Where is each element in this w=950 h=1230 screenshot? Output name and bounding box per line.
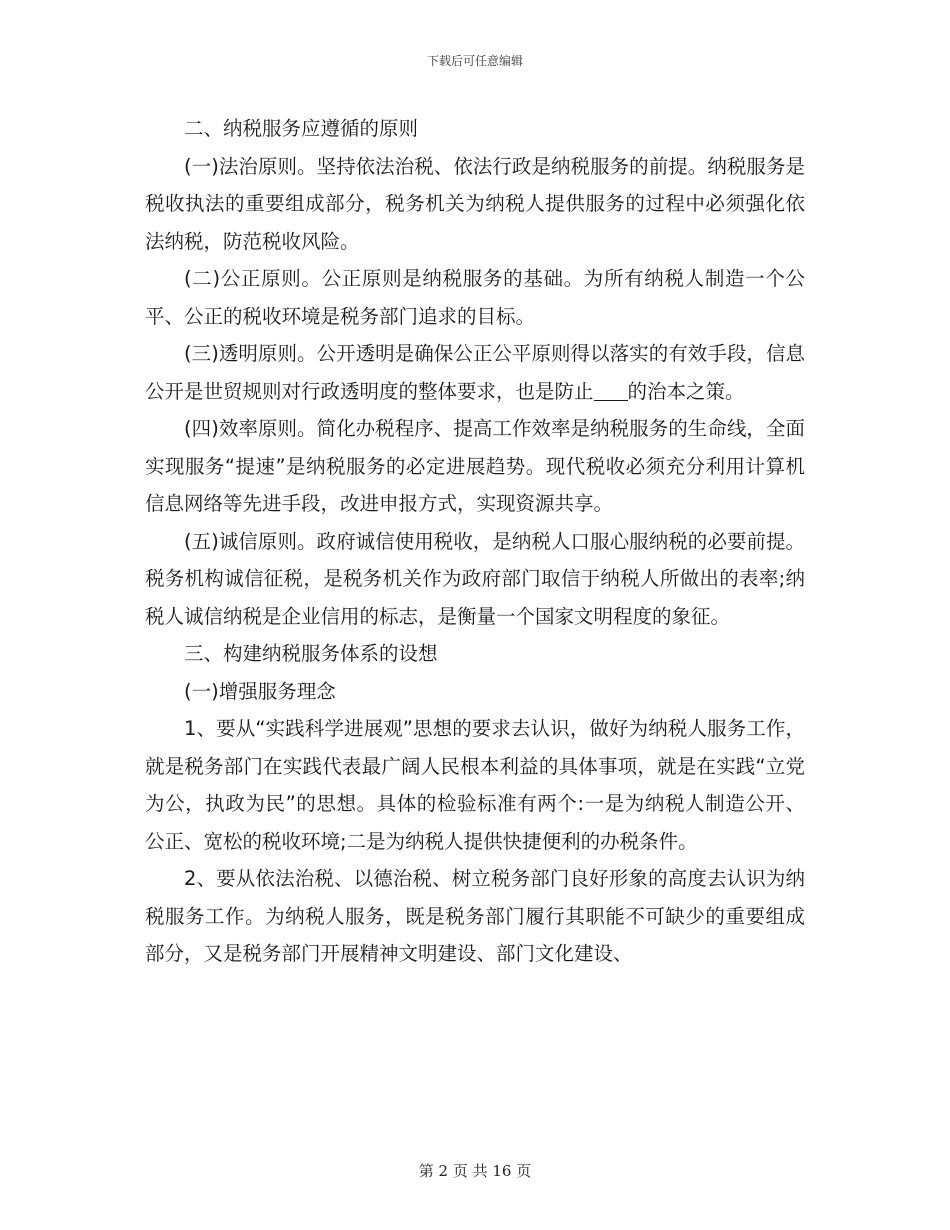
paragraph-efficiency: (四)效率原则。简化办税程序、提高工作效率是纳税服务的生命线，全面实现服务“提速”是纳税服务的必定进展趋势。现代税收必须充分利用计算机信息网络等先进手段，改进申报方式，实现资源共享。	[145, 417, 805, 515]
subsection-heading-service-concept: (一)增强服务理念	[184, 679, 336, 703]
paragraph-rule-of-law: (一)法治原则。坚持依法治税、依法行政是纳税服务的前提。纳税服务是税收执法的重要组成部分，税务机关为纳税人提供服务的过程中必须强化依法纳税，防范税收风险。	[145, 154, 805, 253]
paragraph-fairness: (二)公正原则。公正原则是纳税服务的基础。为所有纳税人制造一个公平、公正的税收环境是税务部门追求的目标。	[145, 267, 805, 328]
page-header-note: 下载后可任意编辑	[426, 54, 523, 68]
paragraph-item-2: 2、要从依法治税、以德治税、树立税务部门良好形象的高度去认识为纳税服务工作。为纳税人服务，既是税务部门履行其职能不可缺少的重要组成部分，又是税务部门开展精神文明建设、部门文化建设、	[145, 867, 805, 965]
section-heading-system: 三、构建纳税服务体系的设想	[184, 642, 438, 665]
page-footer-page-number: 第 2 页 共 16 页	[418, 1162, 532, 1180]
section-heading-principles: 二、纳税服务应遵循的原则	[184, 117, 419, 140]
transparency-text-after: 的治本之策。	[627, 379, 745, 403]
paragraph-transparency	[145, 335, 805, 410]
transparency-text-before: (三)透明原则。公开透明是确保公正公平原则得以落实的有效手段，信息公开是世贸规则对行政透明度的整体要求，也是防止	[145, 342, 805, 403]
paragraph-integrity: (五)诚信原则。政府诚信使用税收，是纳税人口服心服纳税的必要前提。税务机构诚信征税，是税务机关作为政府部门取信于纳税人所做出的表率;纳税人诚信纳税是企业信用的标志，是衡量一个国家文明程度的象征。	[145, 529, 805, 628]
blank-underline	[594, 380, 628, 401]
document-body	[145, 110, 805, 973]
paragraph-item-1: 1、要从“实践科学进展观”思想的要求去认识，做好为纳税人服务工作，就是税务部门在实践代表最广阔人民根本利益的具体事项，就是在实践“立党为公，执政为民”的思想。具体的检验标准有两个:一是为纳税人制造公开、公正、宽松的税收环境;二是为纳税人提供快捷便利的办税条件。	[145, 717, 805, 853]
